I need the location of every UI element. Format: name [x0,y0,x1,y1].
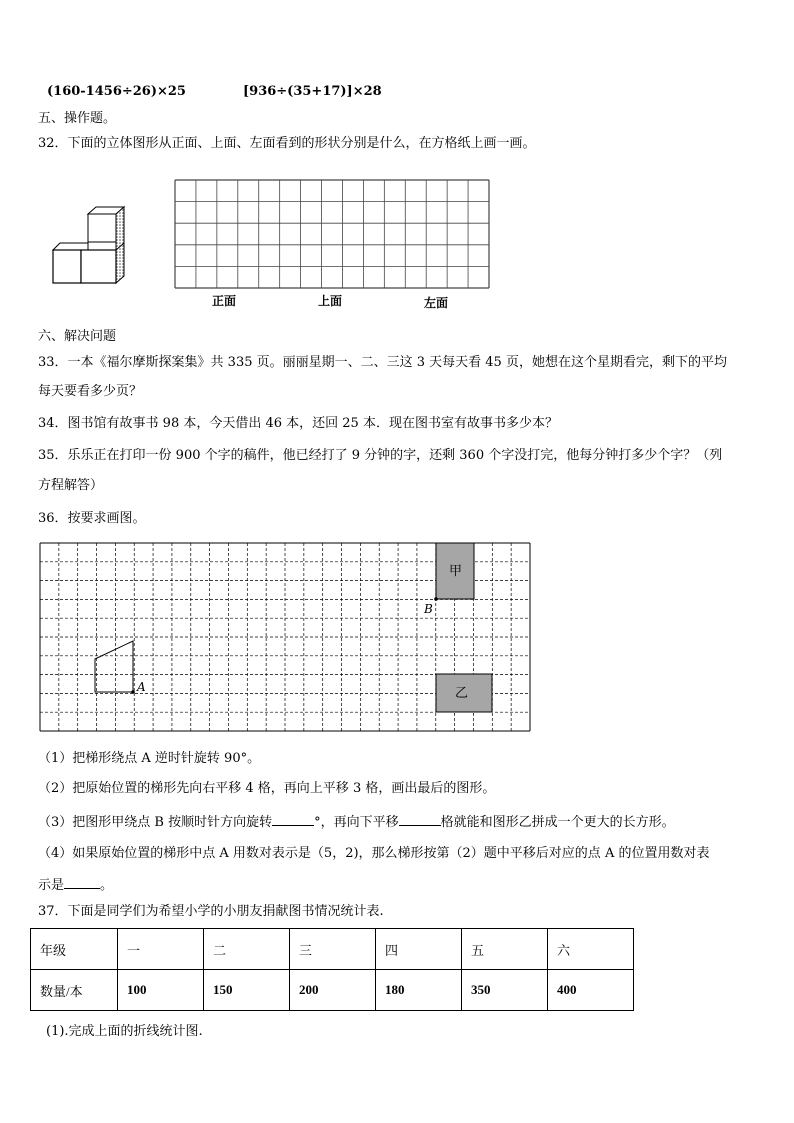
trapezoid-shape [95,641,133,692]
expression-left: (160-1456÷26)×25 [47,84,186,99]
table-cell: 六 [548,929,634,970]
shape-yi-label: 乙 [455,686,469,701]
question-36-sub3-part1: （3）把图形甲绕点 B 按顺时针方向旋转 [38,815,273,830]
table-cell: 数量/本 [31,970,118,1011]
table-row-quantity [31,970,634,1011]
question-35-line1: 35．乐乐正在打印一份 900 个字的稿件，他已经打了 9 分钟的字，还剩 360 个字没打完，他每分钟打多少个字？（列 [38,448,723,463]
point-a [131,690,135,694]
question-34-text: 34．图书馆有故事书 98 本，今天借出 46 本，还回 25 本．现在图书室有故事书多少本？ [38,416,558,431]
question-36-sub3-part3: 格就能和图形乙拼成一个更大的长方形。 [440,815,675,830]
view-label-left: 左面 [424,296,449,310]
table-cell: 三 [290,929,376,970]
rotation-angle-blank[interactable] [272,813,314,826]
point-b [434,597,438,601]
table-cell: 一 [118,929,204,970]
table-cell: 四 [376,929,462,970]
question-36-sub3 [38,813,675,831]
view-label-front: 正面 [212,294,237,308]
question-36-sub4-line2 [38,876,113,894]
table-cell: 100 [118,970,204,1011]
section-5-title: 五、操作题。 [38,111,117,126]
question-36-sub4-part1: 示是 [38,878,65,893]
question-33-line2: 每天要看多少页？ [38,384,143,399]
shape-jia-label: 甲 [449,564,463,579]
table-cell: 200 [290,970,376,1011]
point-b-label: B [424,602,433,616]
table-cell: 150 [204,970,290,1011]
table-row-grade [31,929,634,970]
section-6-title: 六、解决问题 [38,329,117,344]
question-36-sub4-part2: 。 [100,878,114,893]
view-label-top: 上面 [318,294,343,308]
question-37-title: 37．下面是同学们为希望小学的小朋友捐献图书情况统计表. [38,904,384,919]
table-cell: 350 [462,970,548,1011]
question-36-sub3-part2: °，再向下平移 [314,815,399,830]
translation-units-blank[interactable] [399,813,441,826]
question-36-sub4-line1: （4）如果原始位置的梯形中点 A 用数对表示是（5，2)，那么梯形按第（2）题中平移后对应的点 A 的位置用数对表 [38,846,710,861]
cube-solid-figure [50,206,130,286]
question-37-sub1: (1).完成上面的折线统计图. [46,1024,203,1039]
book-donation-table [30,928,634,1011]
question-35-line2: 方程解答） [38,478,104,493]
table-cell: 二 [204,929,290,970]
view-drawing-grid[interactable] [174,179,490,289]
table-cell: 400 [548,970,634,1011]
point-a-label: A [137,680,146,694]
table-cell: 180 [376,970,462,1011]
question-33-line1: 33．一本《福尔摩斯探案集》共 335 页。丽丽星期一、二、三这 3 天每天看 45 页，她想在这个星期看完，剩下的平均 [38,355,727,370]
question-36-title: 36．按要求画图。 [38,511,146,526]
expression-right: [936÷(35+17)]×28 [243,84,382,99]
question-32-text: 32．下面的立体图形从正面、上面、左面看到的形状分别是什么，在方格纸上画一画。 [38,136,536,151]
question-36-sub1: （1）把梯形绕点 A 逆时针旋转 90°。 [38,751,261,766]
table-cell: 年级 [31,929,118,970]
question-36-sub2: （2）把原始位置的梯形先向右平移 4 格，再向上平移 3 格，画出最后的图形。 [38,781,496,796]
table-cell: 五 [462,929,548,970]
coordinate-pair-blank[interactable] [64,876,100,889]
